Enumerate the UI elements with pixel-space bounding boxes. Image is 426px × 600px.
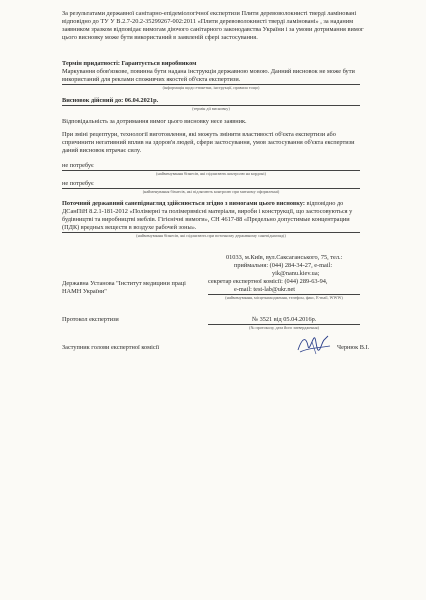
institution-email: yik@nanu.kiev.ua; (272, 270, 320, 277)
signatory-title: Заступник голови експертної комісії (62, 344, 160, 351)
customs-control-caption: (найменування бізнесів, які підлягають контролю при митному оформленні) (142, 189, 280, 194)
validity-title: Термін придатності: Гарантується виробником (62, 60, 197, 67)
institution-contacts-caption: (найменування, місцезнаходження, телефон, факс, E-mail, WWW) (225, 295, 343, 300)
supervision-line-2: ДСанПіН 8.2.1-181-2012 «Полімерні та полімервмісні матеріали, вироби і конструкції, що застосовуються у (62, 208, 353, 215)
border-control-caption: (найменування бізнесів, які підлягають контролю на кордоні) (156, 171, 266, 176)
protocol-label: Протокол експертизи (62, 316, 119, 323)
responsibility-line-3: спричинити негативний вплив на здоров'я людей, сфери застосування, умов застосування об'єкта експертизи (62, 139, 355, 146)
institution-secretary: секретар експертної комісії: (044) 289-63-94, (208, 278, 328, 285)
supervision-line-3: будівництві та виробництві меблів. Гігієнічні вимоги», СН 4617-88 «Предельно допустимые концентрации (62, 216, 350, 223)
institution-name-line-1: Державна Установа "Інститут медицини праці (62, 280, 186, 287)
validity-caption: (інформація щодо етикетки, інструкції, правила тощо) (162, 85, 260, 90)
supervision-heading-rest: відповідно до (304, 200, 344, 207)
responsibility-line-1: Відповідальність за дотримання вимог цього висновку несе заявник. (62, 118, 247, 125)
supervision-heading: Поточний державний санепіднагляд здійснюється згідно з вимогами цього висновку: (62, 200, 305, 207)
valid-until-text: Висновок дійсний до: 06.04.2021р. (62, 97, 159, 104)
signature-image (294, 332, 334, 358)
institution-phone: приймальня: (044) 284-34-27, e-mail: (234, 262, 333, 269)
valid-until-caption: (термін дії висновку) (192, 106, 230, 111)
institution-secretary-email: e-mail: test-lab@ukr.net (234, 286, 296, 293)
responsibility-line-4: даний висновок втрачає силу. (62, 147, 142, 154)
supervision-line-1 (62, 200, 343, 208)
supervision-caption: (найменування бізнесів, які підлягають при поточному державному санепіднагляді) (136, 233, 286, 238)
validity-line-1: Маркування обов'язкове, повинна бути надана інструкція державною мовою. Данний висновок не може бути (62, 68, 355, 75)
signatory-name: Чернюк В.І. (337, 344, 370, 351)
customs-control-value: не потребує (62, 180, 94, 187)
responsibility-line-2: При зміні рецептури, технології виготовлення, які можуть змінити властивості об'єкта експертизи або (62, 131, 336, 138)
institution-name-line-2: НАМН України" (62, 288, 107, 295)
intro-line-3: заявником зразком відповідає вимогам діючого санітарного законодавства України і за умови дотримання вимог (62, 26, 364, 33)
intro-line-4: цього висновку може бути використаний в заявленій сфері застосування. (62, 34, 258, 41)
intro-line-2: відповідно до ТУ У В.2.7-20.2-35299267-002:2011 «Плити деревоволокнисті тверді ламіновані» , за наданим (62, 18, 354, 25)
protocol-value: № 3521 від 05.04.2016р. (252, 316, 317, 323)
validity-line-2: використаний для реклами споживчих якостей об'єкта експертизи. (62, 76, 241, 83)
institution-address: 01033, м.Київ, вул.Саксаганського, 75, тел.: (226, 254, 343, 261)
border-control-value: не потребує (62, 162, 94, 169)
supervision-line-4: (ПДК) вредных веществ в воздухе рабочей зоны». (62, 224, 197, 231)
intro-line-1: За результатами державної санітарно-епідеміологічної експертизи Плити деревоволокнисті тверді ламіновані (62, 10, 357, 17)
protocol-caption: (№ протоколу, дата його затвердження) (249, 325, 319, 330)
